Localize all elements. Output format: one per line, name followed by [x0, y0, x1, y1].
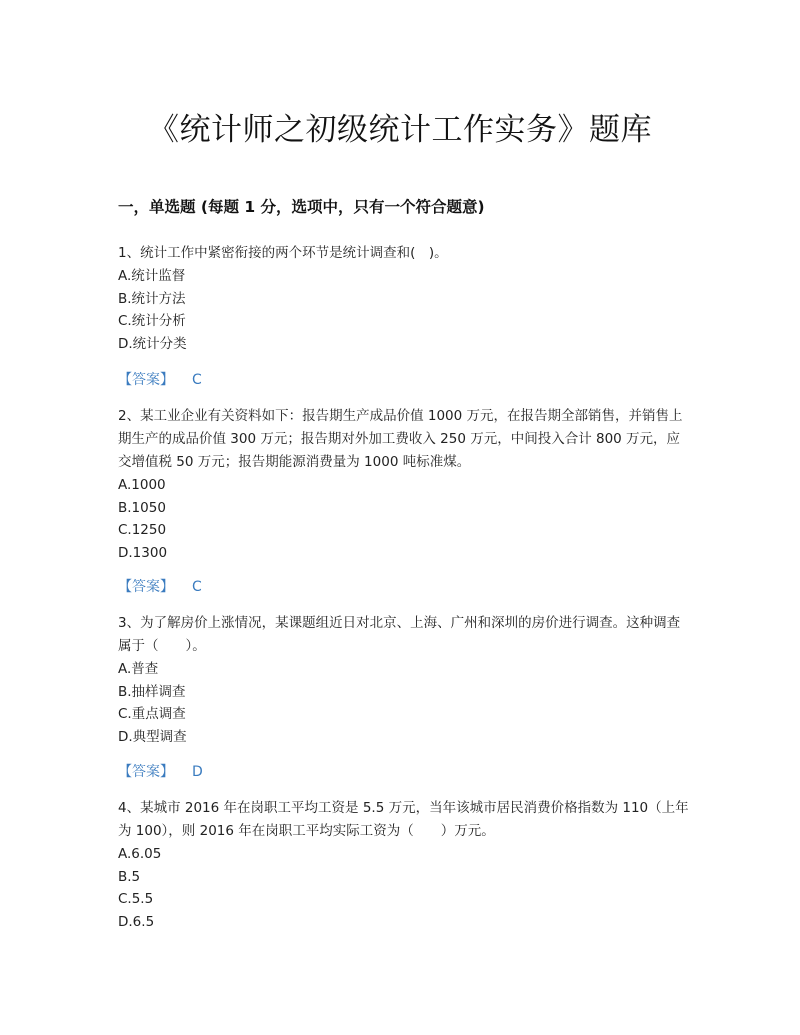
section-heading: 一，单选题 (每题 1 分，选项中，只有一个符合题意) [118, 198, 485, 216]
option-b: B.5 [118, 868, 141, 885]
document-title: 《统计师之初级统计工作实务》题库 [148, 112, 652, 148]
option-a: A.统计监督 [118, 268, 186, 284]
answer-label: 【答案】 [118, 764, 174, 780]
answer-value: C [192, 372, 202, 388]
answer-3 [118, 761, 203, 783]
option-b: B.统计方法 [118, 290, 186, 307]
option-d: D.1300 [118, 544, 168, 561]
option-c: C.重点调查 [118, 706, 186, 722]
question-3 [118, 612, 690, 748]
question-stem: 3、为了解房价上涨情况，某课题组近日对北京、上海、广州和深圳的房价进行调查。这种调查属于（ ）。 [118, 615, 681, 654]
question-1 [118, 242, 690, 355]
answer-2 [118, 576, 202, 598]
option-a: A.普查 [118, 661, 159, 677]
question-stem: 4、某城市 2016 年在岗职工平均工资是 5.5 万元，当年该城市居民消费价格指数为 110（上年为 100），则 2016 年在岗职工平均实际工资为（ ）万元。 [118, 800, 689, 839]
option-d: D.典型调查 [118, 728, 187, 745]
answer-label: 【答案】 [118, 372, 174, 388]
answer-value: D [192, 764, 203, 780]
option-a: A.6.05 [118, 846, 162, 862]
option-c: C.统计分析 [118, 313, 186, 329]
answer-value: C [192, 579, 202, 595]
option-c: C.1250 [118, 522, 167, 538]
option-d: D.6.5 [118, 913, 155, 930]
option-b: B.抽样调查 [118, 683, 186, 700]
question-stem: 1、统计工作中紧密衔接的两个环节是统计调查和( )。 [118, 245, 448, 261]
question-stem: 2、某工业企业有关资料如下：报告期生产成品价值 1000 万元，在报告期全部销售，并销售上期生产的成品价值 300 万元；报告期对外加工费收入 250 万元，中间投入合计 800 万元，应交增值税 50 万元；报告期能源消费量为 1000 吨标准煤。 [118, 408, 683, 470]
option-b: B.1050 [118, 499, 166, 516]
question-4 [118, 797, 690, 933]
option-d: D.统计分类 [118, 335, 187, 352]
option-a: A.1000 [118, 477, 166, 493]
question-2 [118, 405, 690, 564]
answer-label: 【答案】 [118, 579, 174, 595]
option-c: C.5.5 [118, 891, 154, 907]
answer-1 [118, 369, 202, 391]
